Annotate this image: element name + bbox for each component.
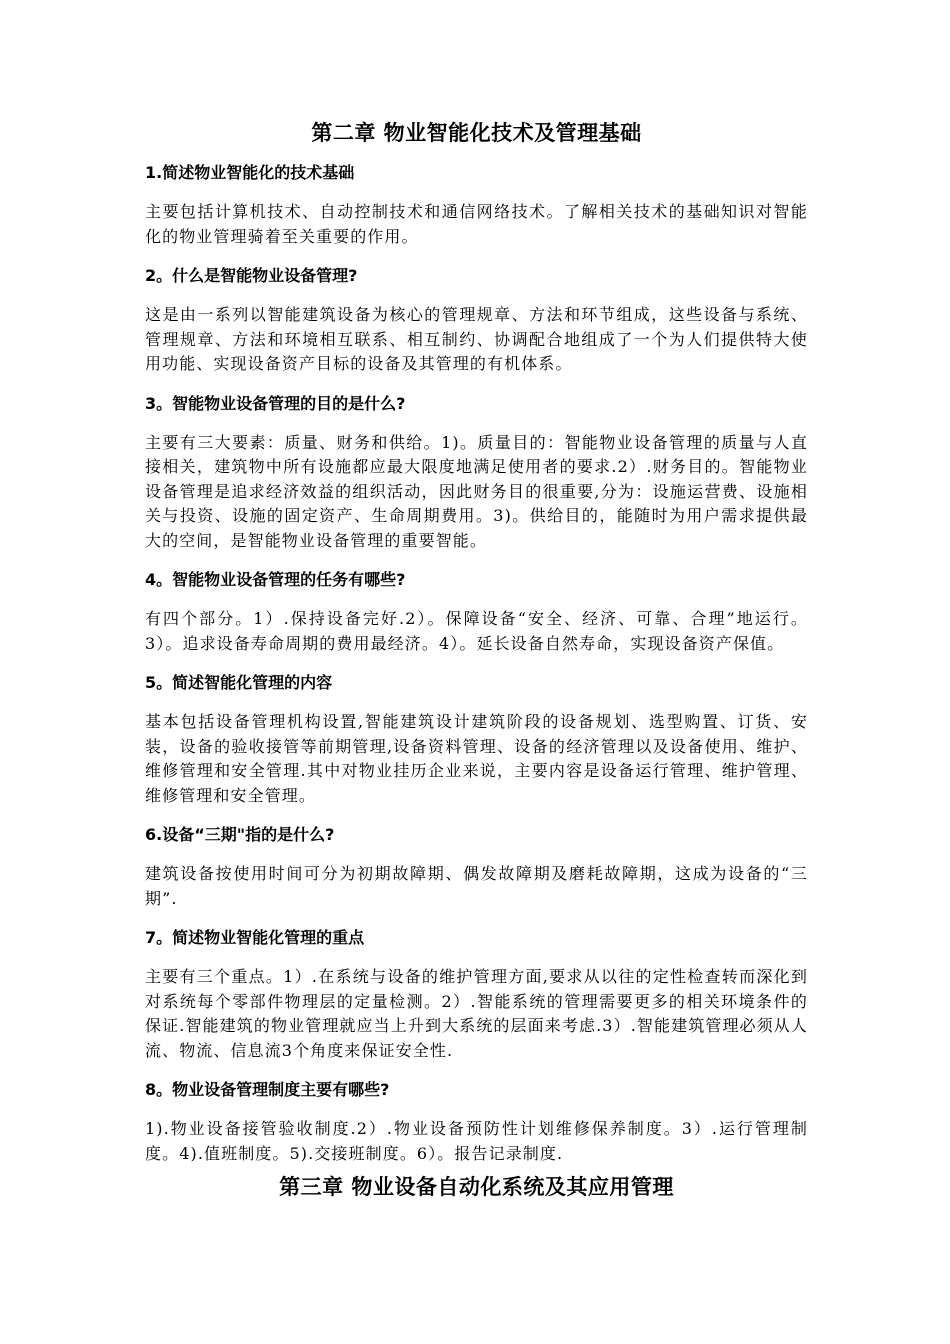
chapter-3-title: 第三章 物业设备自动化系统及其应用管理 xyxy=(279,1175,674,1199)
question-8-answer: 1).物业设备接管验收制度.2）.物业设备预防性计划维修保养制度。3）.运行管理制度。4).值班制度。5).交接班制度。6）。报告记录制度. xyxy=(145,1119,808,1163)
question-3-heading: 3。智能物业设备管理的目的是什么? xyxy=(145,393,406,413)
question-1-answer: 主要包括计算机技术、自动控制技术和通信网络技术。了解相关技术的基础知识对智能化的物业管理骑着至关重要的作用。 xyxy=(145,202,808,246)
question-5-answer: 基本包括设备管理机构设置,智能建筑设计建筑阶段的设备规划、选型购置、订货、安装，设备的验收接管等前期管理,设备资料管理、设备的经济管理以及设备使用、维护、维修管理和安全管理.其中对物业挂历企业来说，主要内容是设备运行管理、维护管理、维修管理和安全管理。 xyxy=(145,712,808,805)
question-3-answer: 主要有三大要素：质量、财务和供给。1)。质量目的：智能物业设备管理的质量与人直接相关，建筑物中所有设施都应最大限度地满足使用者的要求.2）.财务目的。智能物业设备管理是追求经济效益的组织活动，因此财务目的很重要,分为：设施运营费、设施相关与投资、设施的固定资产、生命周期费用。3)。供给目的，能随时为用户需求提供最大的空间，是智能物业设备管理的重要智能。 xyxy=(145,432,808,550)
question-8-heading: 8。物业设备管理制度主要有哪些? xyxy=(145,1080,390,1099)
question-7-heading: 7。简述物业智能化管理的重点 xyxy=(145,928,365,947)
question-5-heading: 5。简述智能化管理的内容 xyxy=(145,673,333,692)
question-6-heading: 6.设备“三期"指的是什么? xyxy=(145,825,335,844)
question-7-answer: 主要有三个重点。1）.在系统与设备的维护管理方面,要求从以往的定性检查转而深化到对系统每个零部件物理层的定量检测。2）.智能系统的管理需要更多的相关环境条件的保证.智能建筑的物业管理就应当上升到大系统的层面来考虑.3）.智能建筑管理必须从人流、物流、信息流3个角度来保证安全性. xyxy=(145,967,808,1060)
question-6-answer: 建筑设备按使用时间可分为初期故障期、偶发故障期及磨耗故障期，这成为设备的“三期”. xyxy=(145,864,808,908)
question-4-heading: 4。智能物业设备管理的任务有哪些? xyxy=(145,570,406,589)
chapter-2-title: 第二章 物业智能化技术及管理基础 xyxy=(311,121,642,145)
question-1-heading: 1.简述物业智能化的技术基础 xyxy=(145,163,355,182)
question-2-heading: 2。什么是智能物业设备管理? xyxy=(145,266,358,285)
question-2-answer: 这是由一系列以智能建筑设备为核心的管理规章、方法和环节组成，这些设备与系统、管理规章、方法和环境相互联系、相互制约、协调配合地组成了一个为人们提供特大使用功能、实现设备资产目标的设备及其管理的有机体系。 xyxy=(145,305,808,373)
question-4-answer: 有四个部分。1）.保持设备完好.2）。保障设备“安全、经济、可靠、合理”地运行。3）。追求设备寿命周期的费用最经济。4）。延长设备自然寿命，实现设备资产保值。 xyxy=(145,609,808,653)
